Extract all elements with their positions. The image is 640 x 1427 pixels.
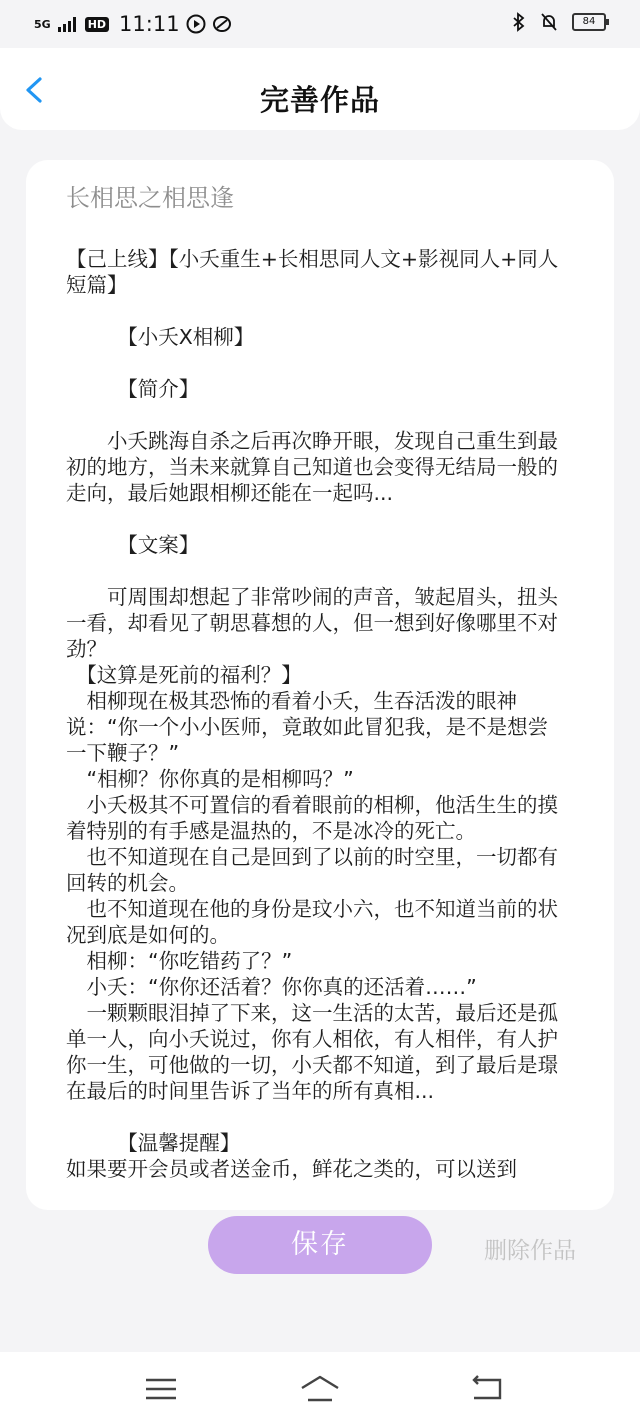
system-nav-bar <box>0 1352 640 1427</box>
clock: 11:11 <box>119 12 180 36</box>
work-content-textarea[interactable]: 【己上线】【小夭重生+长相思同人文+影视同人+同人短篇】 【小夭X相柳】 【简介】 小夭跳海自杀之后再次睁开眼，发现自己重生到最初的地方，当未来就算自己知道也会变得无结局一般的走向，最后她跟相柳还能在一起吗... 【文案】 可周围却想起了非常吵闹的声音，皱起眉头，扭头一看，却看见了朝思暮想的人，但一想到好像哪里不对劲？ 【这算是死前的福利？】 相柳现在极其恐怖的看着小夭，生吞活泼的眼神说：“你一个小小医师，竟敢如此冒犯我，是不是想尝一下鞭子？” “相柳？你你真的是相柳吗？” 小夭极其不可置信的看着眼前的相柳，他活生生的摸着特别的有手感是温热的，不是冰冷的死亡。 也不知道现在自己是回到了以前的时空里，一切都有回转的机会。 也不知道现在他的身份是玟小六，也不知道当前的状况到底是如何的。 相柳：“你吃错药了？” 小夭：“你你还活着？你你真的还活着……” 一颗颗眼泪掉了下来，这一生活的太苦，最后还是孤单一人，向小夭说过，你有人相依，有人相伴，有人护你一生，可他做的一切，小夭都不知道，到了最后是璟在最后的时间里告诉了当年的所有真相... 【温馨提醒】 如果要开会员或者送金币，鲜花之类的，可以送到 <box>66 247 559 1181</box>
status-right <box>512 12 606 32</box>
save-button[interactable]: 保存 <box>208 1216 432 1274</box>
status-bar <box>0 0 640 48</box>
media-play-icon <box>186 14 206 34</box>
app-notification-icon <box>212 14 232 34</box>
bluetooth-icon <box>512 12 526 32</box>
mute-bell-icon <box>540 12 558 32</box>
hd-badge: HD <box>85 17 109 32</box>
home-icon[interactable] <box>300 1374 340 1404</box>
editor-card <box>26 160 614 1210</box>
back-nav-icon[interactable] <box>470 1374 504 1404</box>
battery-icon: 84 <box>572 13 606 31</box>
page-title: 完善作品 <box>259 83 380 117</box>
delete-work-button[interactable]: 删除作品 <box>484 1238 576 1264</box>
work-title-input[interactable]: 长相思之相思逢 <box>66 184 234 212</box>
signal-icon <box>57 16 79 32</box>
menu-icon[interactable] <box>144 1374 178 1404</box>
status-left <box>34 12 232 36</box>
network-indicator: 5G <box>34 17 51 31</box>
header-bar <box>0 48 640 130</box>
